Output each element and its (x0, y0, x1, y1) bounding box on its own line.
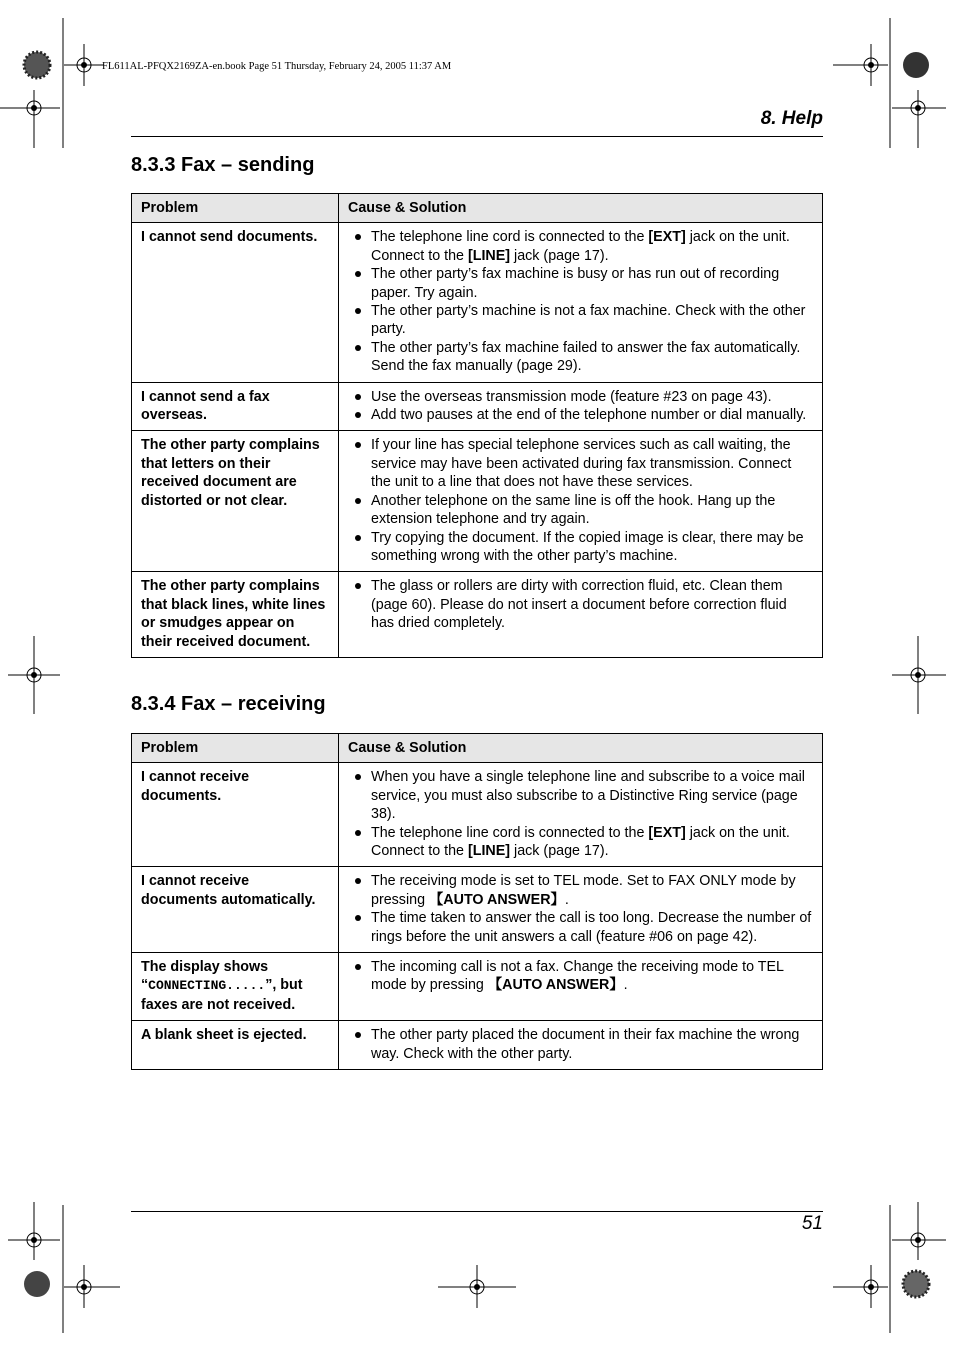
text-run: The other party’s machine is not a fax machine. Check with the other party. (371, 303, 806, 338)
solution-cell (339, 382, 823, 431)
column-header-problem: Problem (132, 194, 339, 223)
text-run: When you have a single telephone line and subscribe to a voice mail service, you must also subscribe to a Distinctive Ring service (page 38). (371, 769, 805, 823)
text-run: If your line has special telephone services such as call waiting, the service may have been activated during fax transmission. Connect the unit to a line that does not have these services. (371, 437, 792, 491)
text-run: The display shows “ (141, 959, 269, 994)
key-label: 【AUTO ANSWER】 (429, 891, 565, 908)
table-row (132, 867, 823, 953)
solution-item (348, 228, 813, 265)
key-label: [EXT] (648, 229, 686, 246)
solution-cell (339, 431, 823, 572)
solution-list (348, 388, 813, 425)
text-run: The time taken to answer the call is too long. Decrease the number of rings before the unit answers a call (feature #06 on page 42). (371, 910, 812, 945)
table-row (132, 223, 823, 382)
solution-item (348, 872, 813, 909)
text-run: The other party placed the document in their fax machine the wrong way. Check with the other party. (371, 1027, 800, 1062)
solution-list (348, 1026, 813, 1063)
text-run: jack on the unit. Connect to the (371, 824, 790, 860)
solution-item (348, 406, 813, 424)
table-row (132, 382, 823, 431)
solution-item (348, 768, 813, 823)
solution-item (348, 577, 813, 632)
text-run: . (623, 977, 628, 994)
problem-cell: I cannot send documents. (132, 223, 339, 382)
text-run: The other party’s fax machine is busy or has run out of recording paper. Try again. (371, 266, 780, 301)
solution-cell (339, 953, 823, 1021)
solution-list (348, 228, 813, 375)
key-label: [LINE] (467, 843, 511, 860)
table-row (132, 1021, 823, 1070)
solution-list (348, 436, 813, 565)
solution-cell (339, 572, 823, 658)
solution-item (348, 302, 813, 339)
solution-item (348, 388, 813, 406)
problem-cell: I cannot receive documents. (132, 763, 339, 867)
text-run: jack on the unit. Connect to the (371, 229, 790, 264)
solution-list (348, 577, 813, 632)
solution-item (348, 909, 813, 946)
solution-item (348, 958, 813, 995)
text-run: Another telephone on the same line is off the hook. Hang up the extension telephone and try again. (371, 492, 776, 528)
solution-list (348, 872, 813, 946)
print-info: FL611AL-PFQX2169ZA-en.book Page 51 Thursday, February 24, 2005 11:37 AM (102, 61, 452, 72)
solution-item (348, 529, 813, 566)
column-header-problem: Problem (132, 734, 339, 763)
column-header-solution: Cause & Solution (339, 194, 823, 223)
text-run: Use the overseas transmission mode (feature #23 on page 43). (371, 388, 772, 405)
footer-rule (131, 1211, 823, 1212)
table-fax-sending (131, 193, 823, 658)
solution-list (348, 768, 813, 860)
key-label: [LINE] (467, 247, 511, 264)
solution-cell (339, 763, 823, 867)
problem-cell: I cannot receive documents automatically. (132, 867, 339, 953)
section-title-sending: 8.3.3 Fax – sending (131, 154, 315, 176)
table-row (132, 763, 823, 867)
solution-item (348, 492, 813, 529)
text-run: The telephone line cord is connected to the (371, 824, 649, 841)
page-number: 51 (801, 1213, 823, 1234)
solution-cell (339, 867, 823, 953)
problem-cell: The other party complains that letters on their received document are distorted or not clear. (132, 431, 339, 572)
text-run: . (564, 891, 569, 908)
chapter-title: 8. Help (760, 108, 823, 129)
text-run: The receiving mode is set to TEL mode. Set to FAX ONLY mode by pressing (371, 873, 796, 908)
key-label: 【AUTO ANSWER】 (487, 977, 624, 994)
problem-cell: The other party complains that black lines, white lines or smudges appear on their received document. (132, 572, 339, 658)
text-run: The incoming call is not a fax. Change the receiving mode to TEL mode by pressing (371, 959, 784, 994)
solution-item (348, 436, 813, 491)
solution-item (348, 265, 813, 302)
table-row (132, 572, 823, 658)
problem-cell: I cannot send a fax overseas. (132, 382, 339, 431)
solution-item (348, 339, 813, 376)
text-run: Try copying the document. If the copied image is clear, there may be something wrong with the other party’s machine. (371, 529, 804, 564)
problem-cell: A blank sheet is ejected. (132, 1021, 339, 1070)
solution-list (348, 958, 813, 995)
solution-cell (339, 223, 823, 382)
problem-cell (132, 953, 339, 1021)
table-header-row (132, 194, 823, 223)
section-title-receiving: 8.3.4 Fax – receiving (131, 693, 326, 715)
table-header-row (132, 734, 823, 763)
display-text: CONNECTING..... (148, 978, 266, 994)
text-run: The other party’s fax machine failed to answer the fax automatically. Send the fax manually (page 29). (371, 339, 801, 375)
column-header-solution: Cause & Solution (339, 734, 823, 763)
text-run: Add two pauses at the end of the telephone number or dial manually. (371, 407, 807, 424)
solution-item (348, 824, 813, 861)
key-label: [EXT] (648, 824, 686, 841)
text-run: jack (page 17). (510, 843, 609, 860)
text-run: jack (page 17). (510, 247, 609, 264)
text-run: ”, but faxes are not received. (141, 977, 303, 1013)
solution-cell (339, 1021, 823, 1070)
header-rule (131, 136, 823, 137)
table-row (132, 953, 823, 1021)
text-run: The glass or rollers are dirty with correction fluid, etc. Clean them (page 60). Please do not insert a document before correction fluid has dried completely. (371, 578, 787, 632)
text-run: The telephone line cord is connected to the (371, 229, 649, 246)
table-row (132, 431, 823, 572)
table-fax-receiving (131, 733, 823, 1070)
solution-item (348, 1026, 813, 1063)
